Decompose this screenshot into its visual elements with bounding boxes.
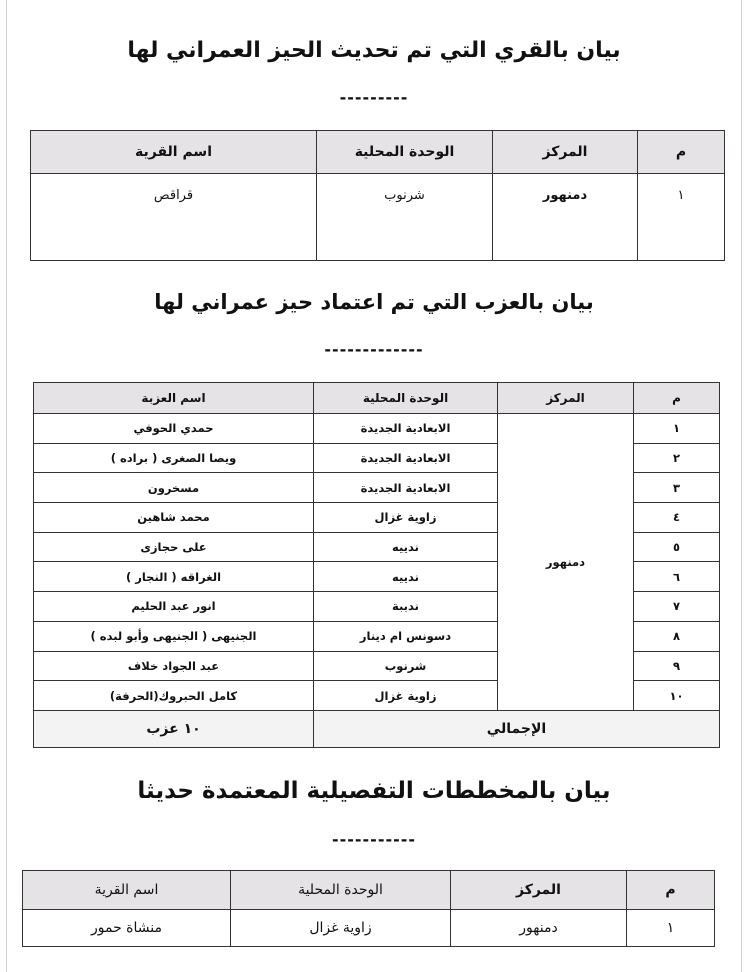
header-unit: الوحدة المحلية: [317, 131, 493, 174]
header-village: اسم القرية: [23, 871, 231, 910]
header-markaz: المركز: [451, 871, 627, 910]
header-ezba: اسم العزبة: [34, 383, 314, 414]
table-header-row: [34, 383, 720, 414]
cell-num: ١: [627, 910, 715, 947]
cell-unit: زاوية غزال: [231, 910, 451, 947]
cell-num: ٣: [634, 473, 720, 503]
section2-divider: -------------: [324, 340, 424, 359]
cell-num: ١: [634, 414, 720, 444]
cell-unit: الابعادية الجديدة: [314, 414, 498, 444]
header-unit: الوحدة المحلية: [231, 871, 451, 910]
cell-num: ١: [638, 174, 725, 261]
cell-num: ٩: [634, 651, 720, 681]
header-markaz: المركز: [498, 383, 634, 414]
cell-ezba: الجنيهى ( الجنيهى وأبو لبده ): [34, 621, 314, 651]
cell-unit: الابعادية الجديدة: [314, 443, 498, 473]
total-row: [34, 710, 720, 747]
cell-village: منشاة حمور: [23, 910, 231, 947]
cell-num: ٨: [634, 621, 720, 651]
header-num: م: [634, 383, 720, 414]
total-value: ١٠ عزب: [34, 710, 314, 747]
cell-ezba: مسخرون: [34, 473, 314, 503]
section2-title: بيان بالعزب التي تم اعتماد حيز عمراني لها: [154, 290, 594, 314]
table-row: [23, 910, 715, 947]
cell-markaz-merged: دمنهور: [498, 414, 634, 711]
cell-ezba: انور عبد الحليم: [34, 592, 314, 622]
cell-unit: الابعادية الجديدة: [314, 473, 498, 503]
cell-ezba: على حجازى: [34, 532, 314, 562]
cell-num: ٤: [634, 503, 720, 533]
villages-updated-table: [30, 130, 725, 261]
cell-unit: زاوية غزال: [314, 503, 498, 533]
section1-title: بيان بالقري التي تم تحديث الحيز العمراني لها: [127, 38, 621, 63]
cell-unit: شرنوب: [317, 174, 493, 261]
cell-unit: شرنوب: [314, 651, 498, 681]
cell-num: ٦: [634, 562, 720, 592]
cell-unit: ندييه: [314, 562, 498, 592]
cell-num: ١٠: [634, 681, 720, 711]
total-label: الإجمالي: [314, 710, 720, 747]
header-village: اسم القرية: [31, 131, 317, 174]
section3-divider: -----------: [331, 830, 417, 849]
cell-num: ٧: [634, 592, 720, 622]
table-header-row: [23, 871, 715, 910]
cell-unit: دسونس ام دينار: [314, 621, 498, 651]
cell-ezba: كامل الحبروك(الحرفة): [34, 681, 314, 711]
table-row: [31, 174, 725, 261]
ezbas-table: [33, 382, 720, 748]
header-num: م: [627, 871, 715, 910]
cell-markaz: دمنهور: [451, 910, 627, 947]
table-header-row: [31, 131, 725, 174]
cell-ezba: حمدي الحوفي: [34, 414, 314, 444]
cell-village: قراقص: [31, 174, 317, 261]
cell-unit: زاوية غزال: [314, 681, 498, 711]
cell-ezba: ويصا الصغرى ( براده ): [34, 443, 314, 473]
cell-num: ٢: [634, 443, 720, 473]
cell-unit: ندييه: [314, 532, 498, 562]
header-unit: الوحدة المحلية: [314, 383, 498, 414]
cell-ezba: محمد شاهين: [34, 503, 314, 533]
cell-num: ٥: [634, 532, 720, 562]
header-markaz: المركز: [493, 131, 638, 174]
section1-divider: ---------: [339, 88, 409, 107]
cell-unit: ندببة: [314, 592, 498, 622]
cell-ezba: الغراقه ( النجار ): [34, 562, 314, 592]
header-num: م: [638, 131, 725, 174]
cell-markaz: دمنهور: [493, 174, 638, 261]
table-row: [34, 414, 720, 444]
detailed-plans-table: [22, 870, 715, 947]
cell-ezba: عبد الجواد خلاف: [34, 651, 314, 681]
section3-title: بيان بالمخططات التفصيلية المعتمدة حديثا: [137, 778, 611, 804]
